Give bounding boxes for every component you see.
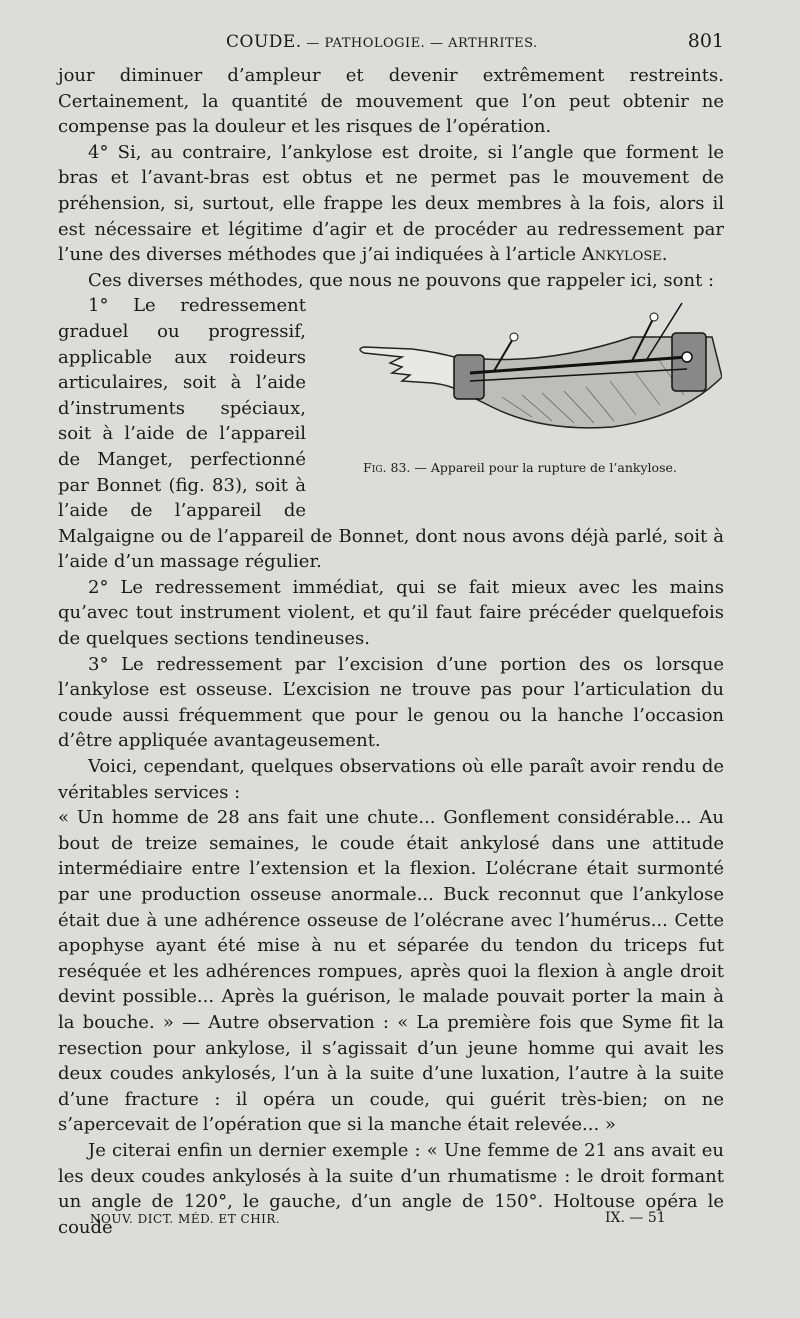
paragraph-5: 2° Le redressement immédiat, qui se fait mieux avec les mains qu’avec tout instrument violent, et qu’il faut faire précéder quelquefois de quelques sections tendineuses. <box>58 576 724 650</box>
paragraph-6: 3° Le redressement par l’excision d’une portion des os lorsque l’ankylose est osseuse. L’excision ne trouve pas pour l’articulation du coude aussi fréquemment que pour le genou ou la hanche l’occasion d’être appliquée avantageusement. <box>58 653 724 752</box>
page-number: 801 <box>687 30 724 52</box>
paragraph-2 <box>58 140 724 268</box>
paragraph-1: jour diminuer d’ampleur et devenir extrêmement restreints. Certainement, la quantité de mouvement que l’on peut obtenir ne compense pas la douleur et les risques de l’opération. <box>58 65 724 138</box>
paragraph-9: Je citerai enfin un dernier exemple : « Une femme de 21 ans avait eu les deux coudes ankylosés à la suite d’un rhumatisme : le droit formant un angle de 120°, le gauche, d’un angle de 150°. Holtouse opéra le coude <box>58 1139 724 1238</box>
running-title-rest: — PATHOLOGIE. — ARTHRITES. <box>301 36 538 51</box>
running-title-main: COUDE. <box>226 32 302 52</box>
page-footer <box>90 1212 710 1232</box>
arm-apparatus-illustration <box>342 297 722 447</box>
figure-caption-text: — Appareil pour la rupture de l’ankylose. <box>410 460 677 476</box>
paragraph-8-quote: « Un homme de 28 ans fait une chute... Gonflement considérable... Au bout de treize semaines, le coude était ankylosé dans une attitude intermédiaire entre l’extension et la flexion. L’olécrane était surmonté par une production osseuse anormale... Buck reconnut que l’ankylose était due à une adhérence osseuse de l’olécrane avec l’humérus... Cette apophyse ayant été mise à nu et séparée du tendon du triceps fut reséquée et les adhérences rompues, après quoi la flexion à angle droit devint possible... Après la guérison, le malade pouvait porter la main à la bouche. » — Autre observation : « La première fois que Syme fit la resection pour ankylose, il s’agissait d’un jeune homme qui avait les deux coudes ankylosés, l’un à la suite d’une luxation, l’autre à la suite d’une fracture : il opéra un coude, qui guérit très-bien; on ne s’apercevait de l’opération que si la manche était relevée... » <box>58 807 724 1136</box>
article-reference: Ankylose <box>581 244 662 266</box>
figure-83 <box>316 293 724 523</box>
page-header <box>58 30 724 58</box>
paragraph-7: Voici, cependant, quelques observations où elle paraît avoir rendu de véritables services : <box>58 756 724 803</box>
paragraph-2-end: . <box>661 244 668 266</box>
volume-mark: IX. — 51 <box>605 1210 666 1226</box>
paragraph-4: 1° Le redressement graduel ou progressif, applicable aux roideurs articulaires, soit à l’aide d’instruments spéciaux, soit à l’aide de l’appareil de Manget, perfectionné par Bonnet (fig. 83), soit à l’aide de l’appareil de Malgaigne ou de l’appareil de Bonnet, dont nous avons déjà parlé, soit à l’aide d’un massage régulier. <box>58 295 724 573</box>
figure-label: Fig. 83. <box>363 460 411 476</box>
paragraph-3: Ces diverses méthodes, que nous ne pouvons que rappeler ici, sont : <box>88 269 715 291</box>
body-text <box>58 63 724 1240</box>
signature-mark: NOUV. DICT. MÉD. ET CHIR. <box>90 1212 281 1226</box>
running-title <box>226 32 538 52</box>
figure-caption <box>316 460 724 476</box>
paragraph-2-text: 4° Si, au contraire, l’ankylose est droite, si l’angle que forment le bras et l’avant-bras est obtus et ne permet pas le mouvement de préhension, si, surtout, elle frappe les deux membres à la fois, alors il est nécessaire et légitime d’agir et de procéder au redressement par l’une des diverses méthodes que j’ai indiquées à l’article <box>58 141 724 266</box>
